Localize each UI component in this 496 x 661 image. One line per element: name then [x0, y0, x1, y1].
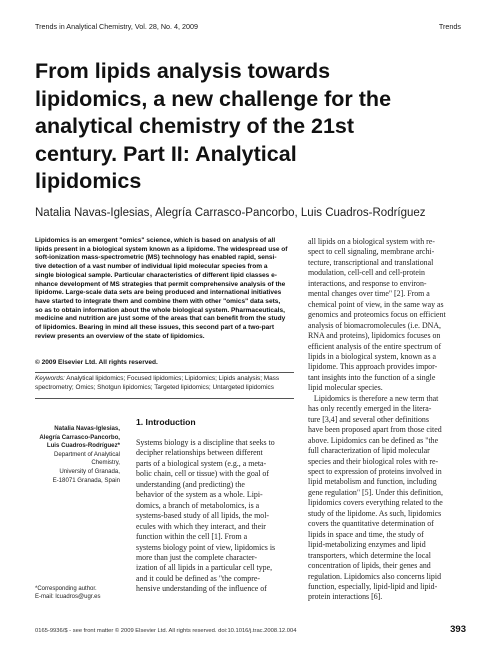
title-line: From lipids analysis towards	[35, 59, 331, 83]
corresponding-author-label: *Corresponding author.	[35, 586, 97, 592]
abstract-line: single biological sample. Particular characteristics of different lipid classes e-	[35, 271, 277, 279]
body-line: and it could be defined as "the compre-	[136, 573, 260, 583]
body-column-middle	[136, 438, 294, 595]
body-line: study of the lipidome. As such, lipidomics	[308, 508, 442, 518]
running-header	[35, 22, 461, 34]
body-line: regulation. Lipidomics also concerns lipid	[308, 571, 442, 581]
title-line: lipidomics	[35, 169, 142, 193]
keywords-line	[35, 375, 294, 384]
body-column-right	[308, 237, 466, 603]
body-line: ecules with which they interact, and their	[136, 521, 266, 531]
correspondence-note	[35, 585, 145, 602]
body-line: spect to cell signaling, membrane archi-	[308, 247, 435, 257]
affiliation-line: University of Granada,	[59, 467, 120, 475]
body-line: tant insights into the function of a single	[308, 372, 436, 382]
body-line: protein interactions [6].	[308, 592, 383, 602]
body-line: have been proposed apart from those cited	[308, 425, 442, 435]
body-line: spect to expression of proteins involved in	[308, 466, 442, 476]
body-line: ture [3,4] and several other definitions	[308, 414, 429, 424]
body-line: hensive understanding of the influence of	[136, 584, 267, 594]
body-line: lipid metabolism and function, including	[308, 477, 437, 487]
affiliation-line: Chemistry,	[91, 459, 120, 467]
affiliation-line: Department of Analytical	[53, 450, 120, 458]
abstract	[35, 237, 294, 342]
title-line: analytical chemistry of the 21st	[35, 114, 355, 138]
body-line: analysis of biomacromolecules (i.e. DNA,	[308, 320, 442, 330]
footer-doi: 0165-9936/$ - see front matter © 2009 Elsevier Ltd. All rights reserved. doi:10.1016/j.trac.2008.12.004	[35, 628, 297, 634]
abstract-line: tive detection of a vast number of individual lipid molecular species from a	[35, 263, 268, 271]
body-line: lipids in space and time, the study of	[308, 529, 424, 539]
section-heading: 1. Introduction	[136, 417, 196, 427]
keywords-rule-bottom	[35, 398, 294, 399]
body-line: bolic chain, cell or tissue) with the goal of	[136, 469, 270, 479]
body-line: species and their biological roles with re-	[308, 456, 439, 466]
body-line: parts of a biological system (e.g., a meta-	[136, 458, 267, 468]
body-line: more than just the complete character-	[136, 552, 257, 562]
body-line: domics, a branch of metabolomics, is a	[136, 500, 260, 510]
abstract-line: so as to obtain information about the whole biological system. Pharmaceuticals,	[35, 306, 285, 314]
abstract-line: review presents an overview of the state of lipidomics.	[35, 332, 205, 340]
keywords-rule-top	[35, 372, 294, 373]
affiliation-author: Alegría Carrasco-Pancorbo,	[39, 433, 120, 441]
keywords-text: Analytical lipidomics; Focused lipidomics; Lipidomics; Lipids analysis; Mass	[64, 375, 280, 382]
body-line: lipids in a biological system, known as a	[308, 351, 436, 361]
body-line: full characterization of lipid molecular	[308, 446, 430, 456]
body-line: behavior of the system as a whole. Lipi-	[136, 490, 263, 500]
keywords-label: Keywords:	[35, 375, 65, 382]
body-line: tecture, transcriptional and translational	[308, 257, 434, 267]
affiliation-author: Natalia Navas-Iglesias,	[54, 425, 120, 432]
abstract-line: nhance development of MS strategies that permit comprehensive analysis of the	[35, 280, 286, 288]
body-line: genomics and proteomics focus on efficient	[308, 310, 446, 320]
copyright-notice: © 2009 Elsevier Ltd. All rights reserved.	[35, 359, 158, 366]
abstract-line: medicine and nutrition are just some of the areas that can benefit from the study	[35, 315, 286, 323]
affiliation-line: E-18071 Granada, Spain	[52, 476, 120, 484]
journal-citation: Trends in Analytical Chemistry, Vol. 28, No. 4, 2009	[35, 22, 198, 31]
keywords-line: spectrometry; Omics; Shotgun lipidomics; Targeted lipidomics; Untargeted lipidomics	[35, 383, 274, 391]
body-line: has only recently emerged in the litera-	[308, 404, 432, 414]
body-line: systems biology point of view, lipidomics is	[136, 542, 276, 552]
body-line: efficient analysis of the entire spectrum of	[308, 341, 442, 351]
abstract-line: of lipidomics. Bearing in mind all these issues, this second part of a two-part	[35, 324, 275, 332]
body-line: decipher relationships between different	[136, 448, 263, 458]
body-line: RNA and proteins), lipidomics focuses on	[308, 331, 441, 341]
keywords-block	[35, 375, 294, 392]
section-label: Trends	[438, 22, 461, 31]
body-line: understanding (and predicting) the	[136, 479, 245, 489]
title-line: lipidomics, a new challenge for the	[35, 86, 392, 111]
affiliation-author: Luis Cuadros-Rodríguez*	[46, 442, 120, 450]
abstract-line: soft-ionization mass-spectrometric (MS) technology has enabled rapid, sensi-	[35, 254, 277, 262]
body-line: gene regulation" [5]. Under this definition,	[308, 487, 443, 497]
title-line: century. Part II: Analytical	[35, 141, 297, 166]
body-line: transporters, which determine the local	[308, 550, 431, 560]
body-line: modulation, cell-cell and cell-protein	[308, 268, 425, 278]
abstract-line: lipids present in a biological system known as a lipidome. The widespread use of	[35, 245, 288, 253]
body-line: systems-based study of all lipids, the mol-	[136, 511, 270, 521]
body-line: lipid molecular species.	[308, 383, 383, 393]
body-line: function, especially, lipid-lipid and lipid-	[308, 581, 438, 591]
abstract-line: have started to integrate them and combine them with other "omics" data sets,	[35, 298, 281, 306]
body-line: mental changes over time" [2]. From a	[308, 289, 430, 299]
body-line: lipid-metabolizing enzymes and lipid	[308, 540, 426, 550]
body-line: ization of all lipids in a particular cell type,	[136, 563, 273, 573]
body-line: all lipids on a biological system with re-	[308, 237, 435, 246]
body-line: function within the cell [1]. From a	[136, 532, 248, 542]
body-line: Lipidomics is therefore a new term that	[308, 393, 439, 403]
body-line: lipidomics covers everything related to the	[308, 498, 443, 508]
body-line: interactions, and response to environ-	[308, 278, 427, 288]
body-line: Systems biology is a discipline that seeks to	[136, 438, 275, 447]
body-line: covers the quantitative determination of	[308, 519, 434, 529]
body-line: lipidome. This approach provides impor-	[308, 362, 438, 372]
author-list: Natalia Navas-Iglesias, Alegría Carrasco-Pancorbo, Luis Cuadros-Rodríguez	[35, 207, 426, 219]
body-line: above. Lipidomics can be defined as "the	[308, 435, 439, 445]
abstract-line: lipidome. Large-scale data sets are being produced and international initiatives	[35, 289, 282, 297]
article-title	[35, 58, 465, 196]
body-line: chemical point of view, in the same way as	[308, 299, 444, 309]
abstract-line: Lipidomics is an emergent "omics" science, which is based on analysis of all	[35, 237, 276, 244]
body-line: concentration of lipids, their genes and	[308, 561, 431, 571]
author-email: E-mail: lcuadros@ugr.es	[35, 594, 101, 601]
author-affiliation	[10, 425, 120, 485]
page-number: 393	[450, 624, 466, 635]
